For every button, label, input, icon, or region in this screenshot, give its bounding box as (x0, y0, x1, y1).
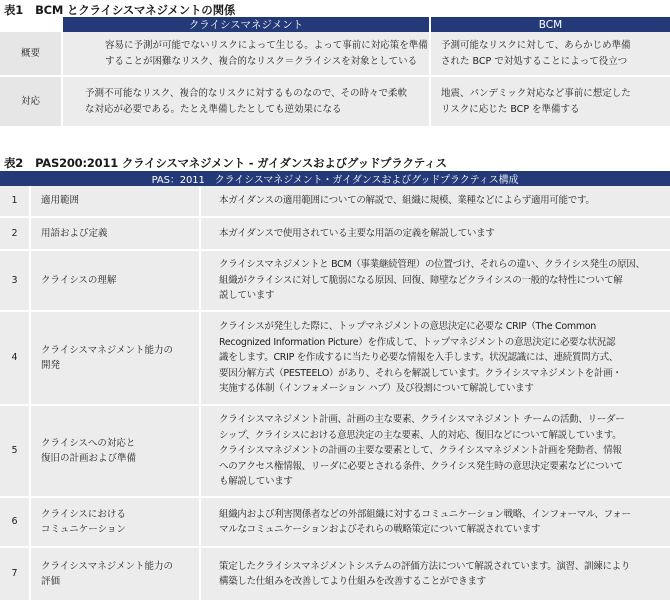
text-line: クライシスが発生した際に、トップマネジメントの意思決定に必要な CRIP（The Common (219, 321, 597, 333)
text-line: クライシスマネジメント能力の (41, 344, 173, 356)
text-line: な対応が必要である。たとえ準備したとしても逆効果になる (85, 103, 342, 115)
bcm-overview-cell (430, 32, 670, 76)
section-description (200, 497, 670, 547)
text-line: 構築した仕組みを改善してより仕組みを改善することができます (219, 576, 486, 587)
bcm-crisis-table (0, 17, 670, 126)
text-line: 用語および定義 (41, 227, 108, 239)
section-description (200, 547, 670, 601)
text-line: マルなコミュニケーションおよびそれらの戦略策定について解説されています (219, 524, 541, 535)
table-row (0, 497, 670, 547)
row-number: 6 (0, 497, 30, 547)
section-name (30, 497, 200, 547)
row-number: 7 (0, 547, 30, 601)
text-line: 容易に予測が可能でないリスクによって生じる。よって事前に対応策を準備 (105, 39, 428, 51)
table-row (0, 32, 670, 76)
table2-header: PAS：2011 クライシスマネジメント・ガイダンスおよびグッドプラクティス構成 (0, 171, 670, 186)
text-line: 予測可能なリスクに対して、あらかじめ準備 (441, 39, 631, 51)
text-line: 実施する体制（インフォメーション ハブ）及び役割について解説しています (219, 383, 534, 395)
table1-header-bcm: BCM (430, 17, 670, 32)
text-line: 組織内および利害関係者などの外部組織に対するコミュニケーション戦略、インフォーマル、フォー (219, 508, 631, 520)
table1-caption (4, 2, 235, 18)
text-line: クライシスにおける (41, 508, 126, 520)
text-line: 開発 (41, 360, 61, 371)
text-line: クライシスマネジメント計画、計画の主な要素、クライシスマネジメント チームの活動、リーダー (219, 414, 625, 426)
text-line: クライシスへの対応と (41, 437, 136, 449)
text-line: クライシスマネジメントと BCM（事業継続管理）の位置づけ、それらの違い、クライシス発生の原因、 (219, 259, 645, 271)
table1-caption-number: 表1 (4, 3, 24, 17)
pas200-structure-table (0, 171, 670, 602)
row-number: 2 (0, 217, 30, 250)
table2-caption-number: 表2 (4, 156, 24, 170)
table1-corner (0, 17, 62, 32)
table-row (0, 547, 670, 601)
row-number: 5 (0, 405, 30, 497)
text-line: 組織がクライシスに対して脆弱になる原因、回復、障壁などクライシスの一般的な特性について解 (219, 274, 623, 286)
table1-header-crisis: クライシスマネジメント (62, 17, 430, 32)
table2-caption-title: PAS200:2011 クライシスマネジメント - ガイダンスおよびグッドプラクティス (35, 156, 447, 170)
crisis-overview-cell (62, 32, 430, 76)
text-line: クライシスマネジメント能力の (41, 560, 173, 572)
section-description (200, 186, 670, 217)
text-line: 評価 (41, 576, 61, 587)
section-description (200, 217, 670, 250)
text-line: 適用範囲 (41, 195, 80, 207)
text-line: 復旧の計画および準備 (41, 453, 137, 464)
row-label-overview: 概要 (0, 32, 62, 76)
text-line: 本ガイダンスの適用範囲についての解説で、組織に規模、業種などによらず適用可能です。 (219, 195, 595, 207)
crisis-response-cell (62, 76, 430, 126)
section-description (200, 405, 670, 497)
table1-caption-title: BCM とクライシスマネジメントの関係 (35, 3, 236, 17)
section-name (30, 217, 200, 250)
text-line: することが困難なリスク、複合的なリスク＝クライシスを対象としている (105, 55, 418, 67)
table-row (0, 186, 670, 217)
text-line: 識をします。CRIP を作成するに当たり必要な情報を入手します。状況認識には、連続質問方式、 (219, 352, 618, 364)
text-line: 本ガイダンスで使用されている主要な用語の定義を解説しています (219, 227, 495, 239)
table-row (0, 405, 670, 497)
text-line: 策定したクライシスマネジメントシステムの評価方法について解説されています。演習、訓練により (219, 560, 631, 572)
bcm-response-cell (430, 76, 670, 126)
text-line: コミュニケーション (41, 524, 126, 535)
section-description (200, 250, 670, 311)
section-name (30, 405, 200, 497)
row-number: 3 (0, 250, 30, 311)
table-row (0, 76, 670, 126)
section-name (30, 311, 200, 405)
table2-caption (4, 155, 447, 171)
text-line: 説しています (219, 290, 275, 302)
text-line: クライシスマネジメントの計画の主要な要素として、クライシスマネジメント計画を発動者、情報 (219, 445, 622, 457)
text-line: クライシスの理解 (41, 274, 117, 286)
text-line: シップ、クライシスにおける意思決定の主な要素、人的対応、復旧などについて解説しています。 (219, 429, 622, 441)
section-name (30, 250, 200, 311)
text-line: 予測不可能なリスク、複合的なリスクに対するものなので、その時々で柔軟 (85, 87, 408, 99)
row-label-response: 対応 (0, 76, 62, 126)
table-row (0, 250, 670, 311)
section-description (200, 311, 670, 405)
section-name (30, 547, 200, 601)
text-line: Recognized Information Picture）を作成して、トップマネジメントの意思決定に必要な状況認 (219, 336, 616, 348)
text-line: された BCP で対処することによって役立つ (441, 55, 628, 67)
text-line: 要因分解方式（PESTEELO）があり、それらを解説しています。クライシスマネジメントを計画・ (219, 367, 622, 379)
text-line: リスクに応じた BCP を準備する (441, 103, 580, 115)
text-line: も解説しています (219, 476, 293, 488)
table-row (0, 311, 670, 405)
text-line: へのアクセス権情報、リーダに必要とされる条件、クライシス発生時の意思決定要素などについて (219, 460, 623, 472)
section-name (30, 186, 200, 217)
row-number: 1 (0, 186, 30, 217)
text-line: 地震、パンデミック対応など事前に想定した (441, 87, 631, 99)
row-number: 4 (0, 311, 30, 405)
table-row (0, 217, 670, 250)
